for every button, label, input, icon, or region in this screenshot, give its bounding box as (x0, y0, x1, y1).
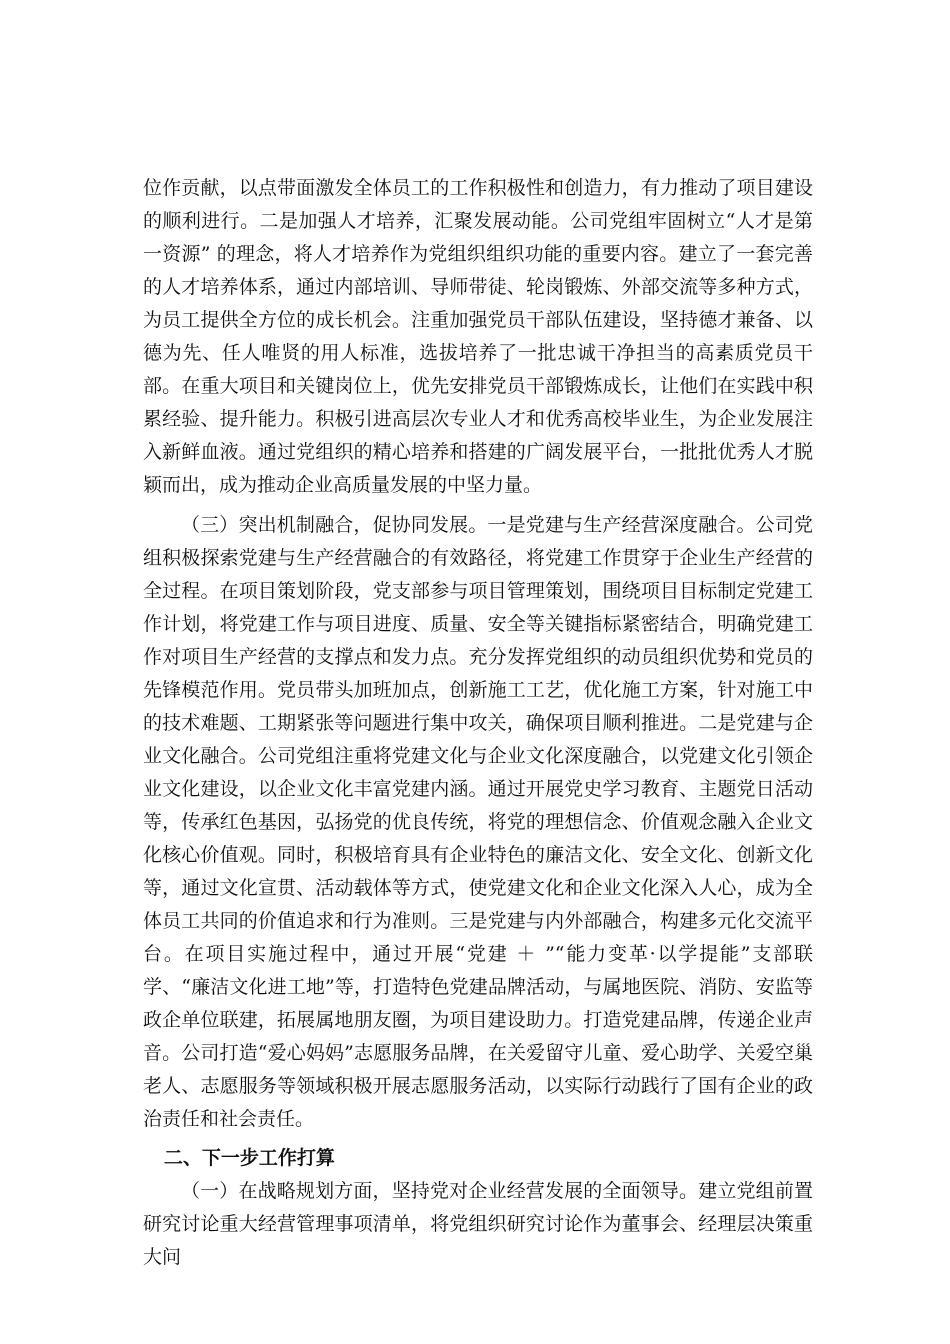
paragraph-strategic-planning: （一）在战略规划方面，坚持党对企业经营发展的全面领导。建立党组前置研究讨论重大经营管理事项清单，将党组织研究讨论作为董事会、经理层决策重大问 (143, 1180, 813, 1268)
paragraph-talent-cultivation: 位作贡献，以点带面激发全体员工的工作积极性和创造力，有力推动了项目建设的顺利进行。二是加强人才培养，汇聚发展动能。公司党组牢固树立“人才是第一资源” 的理念，将人才培养作为党组织组织功能的重要内容。建立了一套完善的人才培养体系，通过内部培训、导师带徒、轮岗锻炼、外部交流等多种方式，为员工提供全方位的成长机会。注重加强党员干部队伍建设，坚持德才兼备、以德为先、任人唯贤的用人标准，选拔培养了一批忠诚干净担当的高素质党员干部。在重大项目和关键岗位上，优先安排党员干部锻炼成长，让他们在实践中积累经验、提升能力。积极引进高层次专业人才和优秀高校毕业生，为企业发展注入新鲜血液。通过党组织的精心培养和搭建的广阔发展平台，一批批优秀人才脱颖而出，成为推动企业高质量发展的中坚力量。 (143, 177, 813, 496)
document-body (143, 172, 813, 1274)
paragraph-spacer (143, 502, 813, 509)
section-heading-next-steps: 二、下一步工作打算 (163, 1147, 335, 1169)
paragraph-mechanism-integration: （三）突出机制融合，促协同发展。一是党建与生产经营深度融合。公司党组积极探索党建与生产经营融合的有效路径，将党建工作贯穿于企业生产经营的全过程。在项目策划阶段，党支部参与项目管理策划，围绕项目目标制定党建工作计划，将党建工作与项目进度、质量、安全等关键指标紧密结合，明确党建工作对项目生产经营的支撑点和发力点。充分发挥党组织的动员组织优势和党员的先锋模范作用。党员带头加班加点，创新施工工艺，优化施工方案，针对施工中的技术难题、工期紧张等问题进行集中攻关，确保项目顺利推进。二是党建与企业文化融合。公司党组注重将党建文化与企业文化深度融合，以党建文化引领企业文化建设，以企业文化丰富党建内涵。通过开展党史学习教育、主题党日活动等，传承红色基因，弘扬党的优良传统，将党的理想信念、价值观念融入企业文化核心价值观。同时，积极培育具有企业特色的廉洁文化、安全文化、创新文化等，通过文化宣贯、活动载体等方式，使党建文化和企业文化深入人心，成为全体员工共同的价值追求和行为准则。三是党建与内外部融合，构建多元化交流平台。在项目实施过程中，通过开展“党建 ＋ ”“能力变革·以学提能”支部联学、“廉洁文化进工地”等，打造特色党建品牌活动，与属地医院、消防、安监等政企单位联建，拓展属地朋友圈，为项目建设助力。打造党建品牌，传递企业声音。公司打造“爱心妈妈”志愿服务品牌，在关爱留守儿童、爱心助学、关爱空巢老人、志愿服务等领域积极开展志愿服务活动，以实际行动践行了国有企业的政治责任和社会责任。 (143, 514, 813, 1130)
